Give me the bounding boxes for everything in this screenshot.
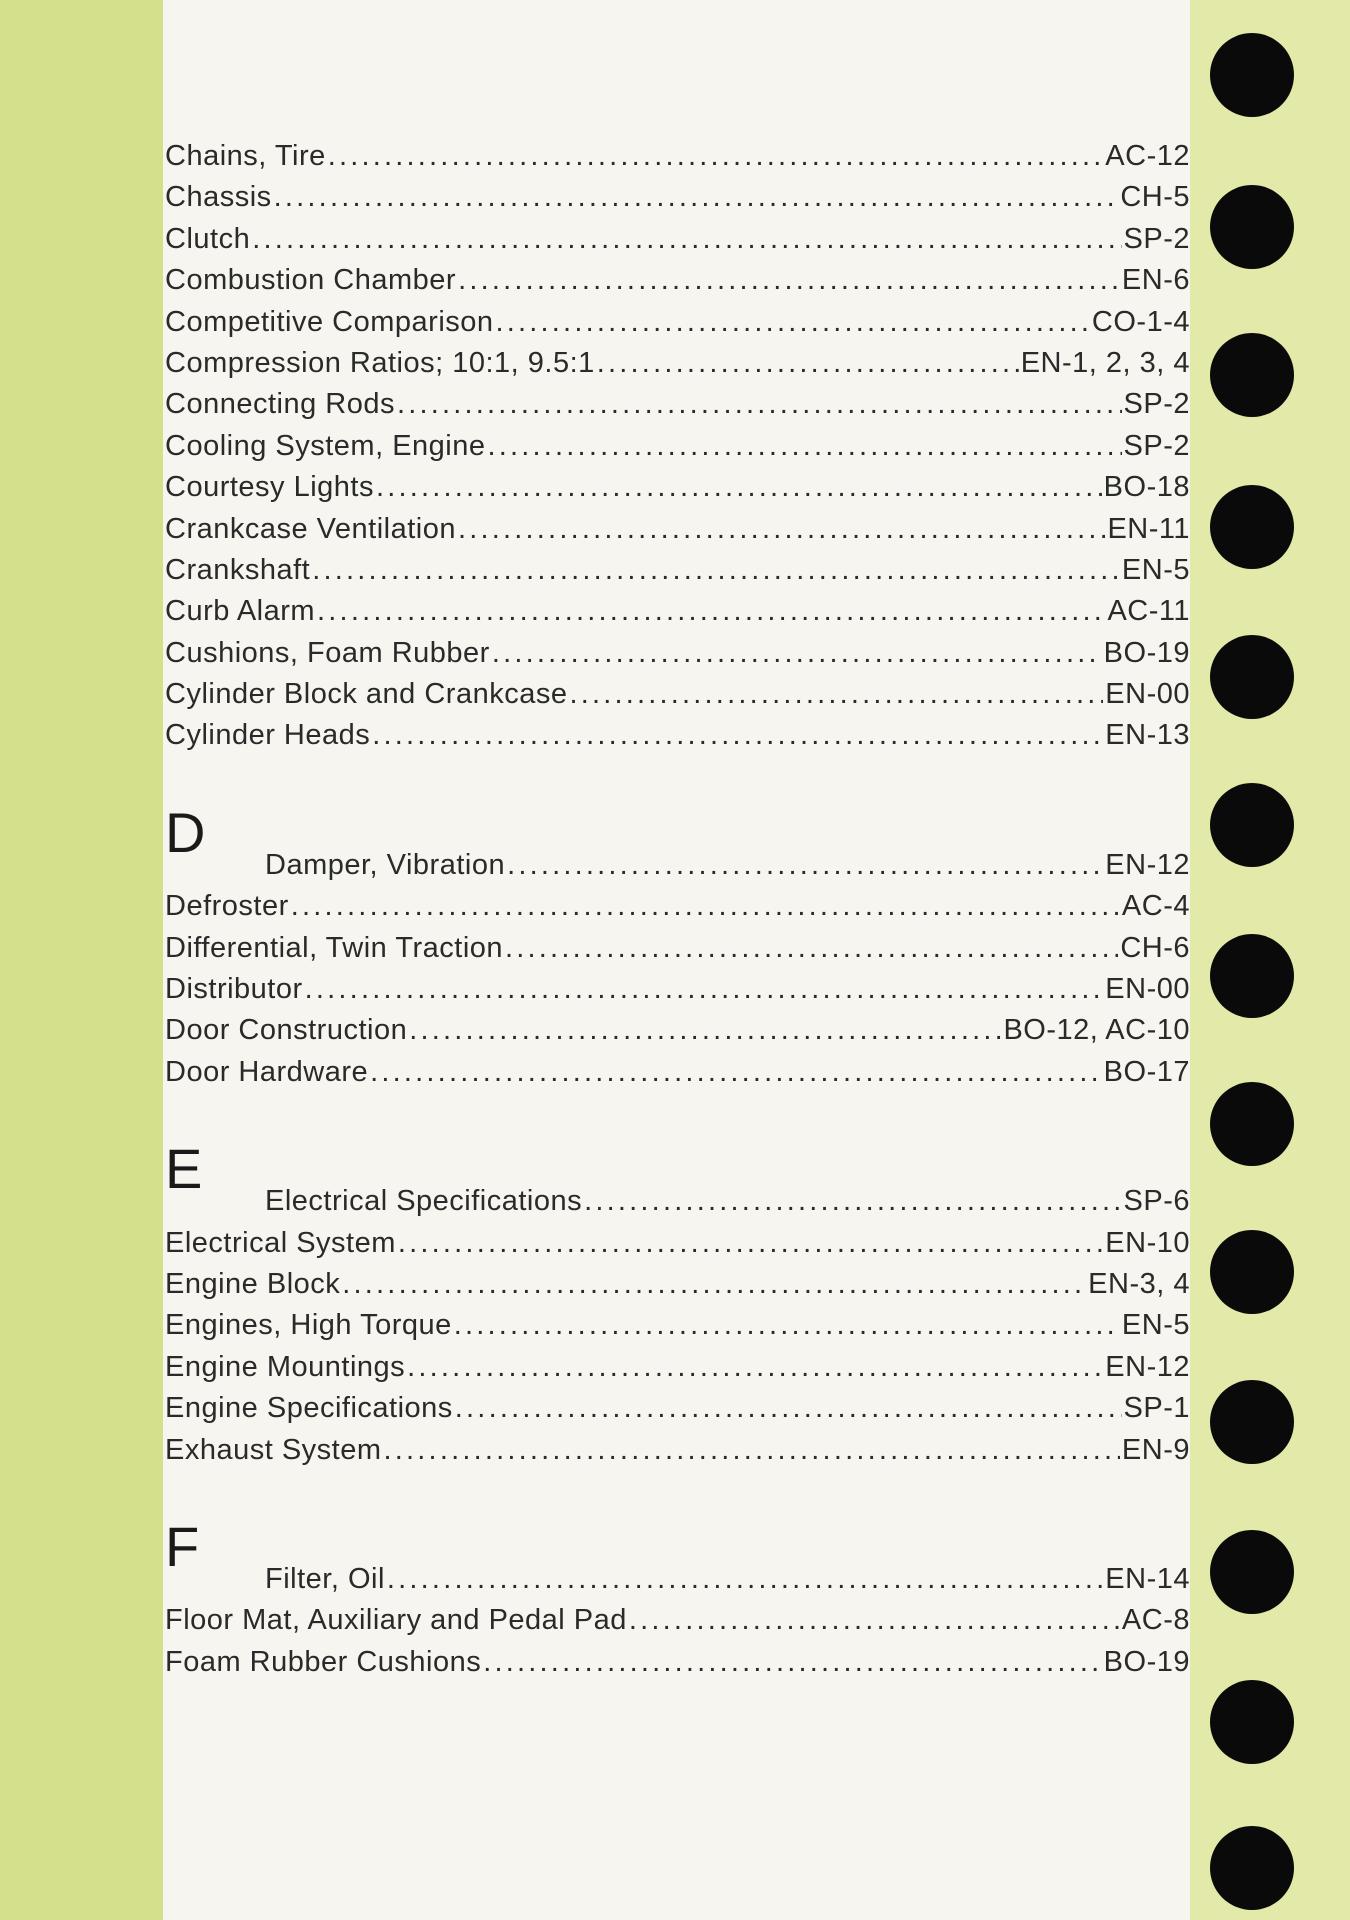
index-entry xyxy=(165,1268,1190,1309)
entry-label: Differential, Twin Traction xyxy=(165,931,504,964)
entry-page-reference: EN-14 xyxy=(1105,1562,1190,1595)
dot-leader xyxy=(291,890,1120,923)
dot-leader xyxy=(312,554,1120,587)
index-entry xyxy=(165,1434,1190,1475)
entry-label: Competitive Comparison xyxy=(165,305,494,338)
index-list xyxy=(165,140,1190,1687)
index-entry xyxy=(165,1014,1190,1055)
entry-page-reference: AC-12 xyxy=(1105,140,1190,172)
entry-label: Combustion Chamber xyxy=(165,264,457,297)
entry-label: Damper, Vibration xyxy=(265,848,506,881)
index-entry xyxy=(165,973,1190,1014)
index-entry xyxy=(165,932,1190,973)
entry-label: Floor Mat, Auxiliary and Pedal Pad xyxy=(165,1604,627,1637)
entry-label: Cylinder Heads xyxy=(165,719,371,752)
entry-label: Cooling System, Engine xyxy=(165,429,486,462)
dot-leader xyxy=(458,513,1105,546)
dot-leader xyxy=(492,637,1102,670)
dot-leader xyxy=(252,223,1121,256)
dot-leader xyxy=(483,1646,1101,1679)
entry-page-reference: EN-00 xyxy=(1105,678,1190,711)
index-entry xyxy=(165,554,1190,595)
index-entry xyxy=(165,595,1190,636)
entry-label: Electrical System xyxy=(165,1226,396,1259)
index-section xyxy=(165,800,1190,1097)
index-entry xyxy=(165,1309,1190,1350)
entry-label: Filter, Oil xyxy=(265,1562,385,1595)
entry-label: Courtesy Lights xyxy=(165,471,374,504)
entry-page-reference: SP-2 xyxy=(1123,429,1190,462)
dot-leader xyxy=(629,1604,1120,1637)
dot-leader xyxy=(398,1227,1103,1260)
index-entry xyxy=(165,849,1190,890)
index-section xyxy=(165,140,1190,761)
dot-leader xyxy=(455,1392,1122,1425)
dot-leader xyxy=(496,306,1090,339)
dot-leader xyxy=(372,719,1103,752)
dot-leader xyxy=(407,1351,1103,1384)
entry-label: Connecting Rods xyxy=(165,388,395,421)
index-entry xyxy=(165,1227,1190,1268)
entry-page-reference: CH-6 xyxy=(1120,931,1190,964)
entry-page-reference: EN-12 xyxy=(1105,848,1190,881)
entry-page-reference: EN-12 xyxy=(1105,1350,1190,1383)
entry-page-reference: AC-11 xyxy=(1107,595,1190,628)
section-letter: D xyxy=(165,800,206,864)
index-entry xyxy=(165,181,1190,222)
dot-leader xyxy=(370,1056,1102,1089)
entry-label: Engines, High Torque xyxy=(165,1309,452,1342)
dot-leader xyxy=(584,1185,1121,1218)
index-entry xyxy=(165,1392,1190,1433)
entry-page-reference: CH-5 xyxy=(1120,181,1190,214)
dot-leader xyxy=(387,1563,1103,1596)
entry-label: Clutch xyxy=(165,222,251,255)
index-entry xyxy=(165,678,1190,719)
entry-page-reference: SP-2 xyxy=(1123,222,1190,255)
entry-page-reference: EN-00 xyxy=(1105,973,1190,1006)
entry-page-reference: SP-1 xyxy=(1123,1392,1190,1425)
entry-label: Engine Mountings xyxy=(165,1350,406,1383)
entry-label: Crankshaft xyxy=(165,553,311,586)
entry-label: Engine Block xyxy=(165,1267,341,1300)
dot-leader xyxy=(317,595,1105,628)
entry-page-reference: AC-4 xyxy=(1121,890,1190,923)
dot-leader xyxy=(569,678,1103,711)
index-entry xyxy=(165,430,1190,471)
section-letter: F xyxy=(165,1514,200,1578)
entry-page-reference: EN-11 xyxy=(1107,512,1190,545)
dot-leader xyxy=(274,181,1119,214)
entry-page-reference: AC-8 xyxy=(1121,1604,1190,1637)
entry-page-reference: EN-5 xyxy=(1121,553,1190,586)
entry-page-reference: EN-9 xyxy=(1121,1433,1190,1466)
index-entry xyxy=(165,347,1190,388)
entry-page-reference: BO-19 xyxy=(1103,636,1190,669)
index-entry xyxy=(165,1056,1190,1097)
index-section xyxy=(165,1137,1190,1475)
entry-label: Electrical Specifications xyxy=(265,1185,583,1218)
entry-page-reference: EN-3, 4 xyxy=(1088,1267,1190,1300)
index-entry xyxy=(165,1604,1190,1645)
index-entry xyxy=(165,1351,1190,1392)
index-entry xyxy=(165,264,1190,305)
entry-label: Defroster xyxy=(165,890,289,923)
index-entry xyxy=(165,388,1190,429)
left-binding-strip xyxy=(0,0,163,1920)
entry-label: Chains, Tire xyxy=(165,140,326,172)
entry-page-reference: EN-5 xyxy=(1121,1309,1190,1342)
entry-label: Exhaust System xyxy=(165,1433,382,1466)
index-entry xyxy=(165,719,1190,760)
entry-page-reference: EN-1, 2, 3, 4 xyxy=(1020,346,1190,379)
dot-leader xyxy=(505,932,1118,965)
section-letter: E xyxy=(165,1137,203,1201)
entry-page-reference: EN-6 xyxy=(1121,264,1190,297)
dot-leader xyxy=(305,973,1104,1006)
dot-leader xyxy=(507,849,1103,882)
entry-label: Chassis xyxy=(165,181,272,214)
index-entry xyxy=(165,637,1190,678)
dot-leader xyxy=(597,347,1019,380)
index-entry xyxy=(165,890,1190,931)
index-entry xyxy=(165,1563,1190,1604)
index-section xyxy=(165,1514,1190,1687)
entry-label: Cushions, Foam Rubber xyxy=(165,636,490,669)
dot-leader xyxy=(458,264,1120,297)
dot-leader xyxy=(328,140,1104,173)
dot-leader xyxy=(376,471,1102,504)
dot-leader xyxy=(488,430,1122,463)
index-entry xyxy=(165,1185,1190,1226)
index-entry xyxy=(165,471,1190,512)
index-entry xyxy=(165,223,1190,264)
dot-leader xyxy=(454,1309,1120,1342)
entry-label: Foam Rubber Cushions xyxy=(165,1645,482,1678)
dot-leader xyxy=(342,1268,1086,1301)
index-entry xyxy=(165,306,1190,347)
entry-page-reference: SP-2 xyxy=(1123,388,1190,421)
entry-page-reference: CO-1-4 xyxy=(1091,305,1190,338)
entry-page-reference: BO-18 xyxy=(1103,471,1190,504)
entry-label: Crankcase Ventilation xyxy=(165,512,456,545)
entry-label: Distributor xyxy=(165,973,303,1006)
index-entry xyxy=(165,1646,1190,1687)
entry-label: Door Hardware xyxy=(165,1055,369,1088)
entry-page-reference: BO-12, AC-10 xyxy=(1003,1014,1190,1047)
entry-page-reference: EN-10 xyxy=(1105,1226,1190,1259)
entry-page-reference: BO-17 xyxy=(1103,1055,1190,1088)
dot-leader xyxy=(384,1434,1120,1467)
entry-label: Curb Alarm xyxy=(165,595,316,628)
entry-label: Compression Ratios; 10:1, 9.5:1 xyxy=(165,346,595,379)
index-entry xyxy=(165,140,1190,181)
entry-page-reference: SP-6 xyxy=(1123,1185,1190,1218)
index-entry xyxy=(165,513,1190,554)
dot-leader xyxy=(409,1014,1001,1047)
right-binding-strip xyxy=(1190,0,1350,1920)
entry-label: Door Construction xyxy=(165,1014,408,1047)
entry-label: Cylinder Block and Crankcase xyxy=(165,678,568,711)
entry-page-reference: EN-13 xyxy=(1105,719,1190,752)
entry-label: Engine Specifications xyxy=(165,1392,453,1425)
dot-leader xyxy=(397,388,1122,421)
entry-page-reference: BO-19 xyxy=(1103,1645,1190,1678)
